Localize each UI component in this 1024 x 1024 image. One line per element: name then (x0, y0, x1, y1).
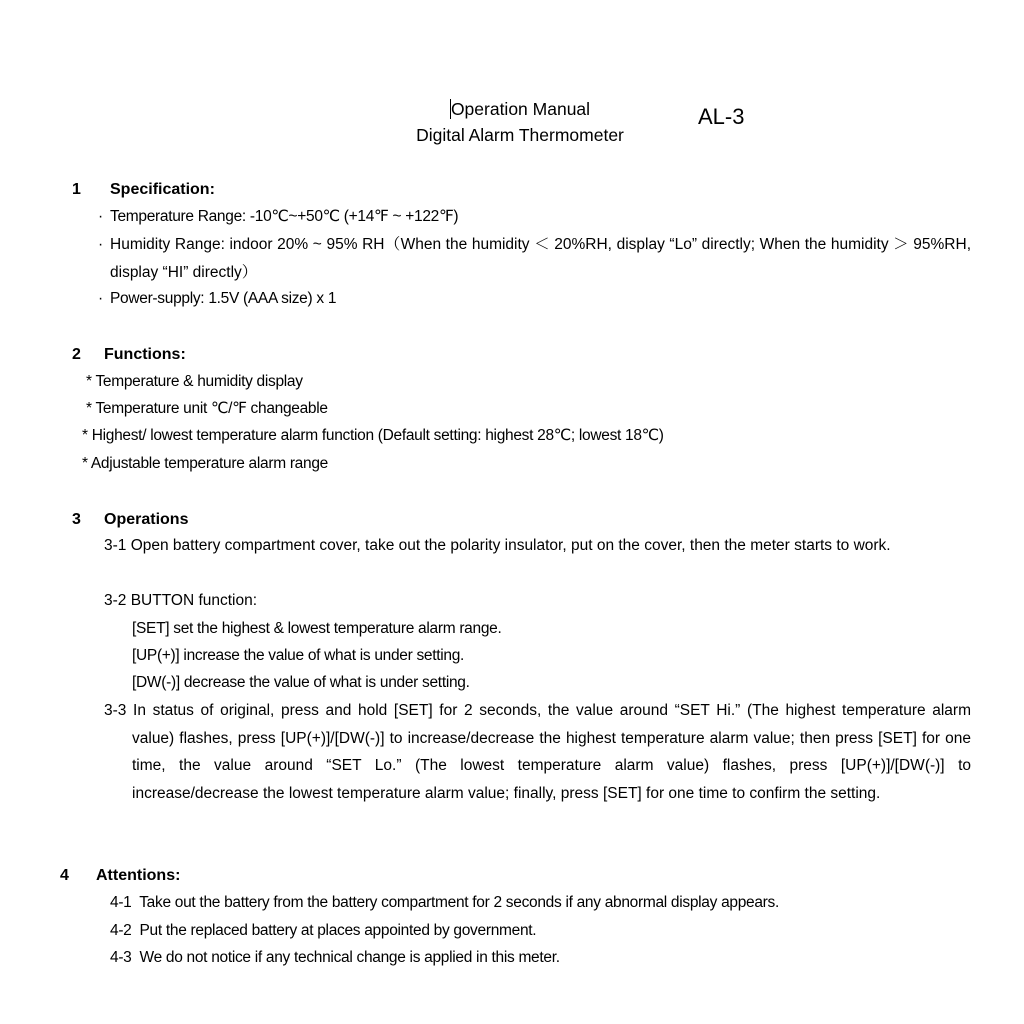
function-item: * Adjustable temperature alarm range (82, 455, 328, 472)
operation-3-3-text: 3-3 In status of original, press and hold [SET] for 2 seconds, the value around “SET Hi.” (The highest temperature alarm value) flashes, press [UP(+)]/[DW(-)] to increase/decrease the highest temperature alarm value; then press [SET] for one time, the value around “SET Lo.” (The lowest temperature alarm value) flashes, press [UP(+)]/[DW(-)] to increase/decrease the lowest temperature alarm value; finally, press [SET] for one time to confirm the setting. (104, 702, 971, 802)
section-1-number: 1 (72, 181, 81, 198)
title-block (380, 96, 660, 148)
attention-4-3: 4-3 We do not notice if any technical change is applied in this meter. (110, 949, 560, 966)
spec-temperature-range: Temperature Range: -10℃~+50℃ (+14℉ ~ +122℉) (110, 208, 459, 225)
section-1-title: Specification: (110, 181, 215, 198)
operation-3-3 (104, 697, 971, 807)
section-4-number: 4 (60, 867, 69, 884)
section-4-title: Attentions: (96, 867, 181, 884)
button-set-desc: [SET] set the highest & lowest temperature alarm range. (132, 620, 502, 637)
section-3-title: Operations (104, 511, 189, 528)
operation-3-1 (104, 532, 971, 560)
section-3-number: 3 (72, 511, 81, 528)
function-item: * Temperature & humidity display (86, 373, 303, 390)
model-number: AL-3 (698, 104, 745, 129)
attention-4-2: 4-2 Put the replaced battery at places appointed by government. (110, 922, 537, 939)
title-line-2: Digital Alarm Thermometer (416, 125, 624, 145)
operation-3-2: 3-2 BUTTON function: (104, 592, 258, 609)
section-2-number: 2 (72, 346, 81, 363)
function-item: * Highest/ lowest temperature alarm function (Default setting: highest 28℃; lowest 18℃) (82, 427, 664, 444)
spec-humidity-range: Humidity Range: indoor 20% ~ 95% RH（When the humidity ＜ 20%RH, display “Lo” directly; When the humidity ＞ 95%RH, display “HI” directly） (110, 236, 971, 281)
button-up-desc: [UP(+)] increase the value of what is under setting. (132, 647, 465, 664)
bullet-dot: · (98, 290, 104, 307)
manual-title: Operation Manual (450, 99, 591, 119)
function-item: * Temperature unit ℃/℉ changeable (86, 400, 328, 417)
button-dw-desc: [DW(-)] decrease the value of what is under setting. (132, 674, 470, 691)
bullet-dot: · (98, 208, 104, 225)
bullet-dot: · (98, 236, 104, 253)
operation-3-1-text: 3-1 Open battery compartment cover, take out the polarity insulator, put on the cover, then the meter starts to work. (104, 537, 891, 554)
section-2-title: Functions: (104, 346, 186, 363)
spec-power-supply: Power-supply: 1.5V (AAA size) x 1 (110, 290, 337, 307)
attention-4-1: 4-1 Take out the battery from the battery compartment for 2 seconds if any abnormal display appears. (110, 894, 780, 911)
title-line-1 (380, 96, 660, 122)
